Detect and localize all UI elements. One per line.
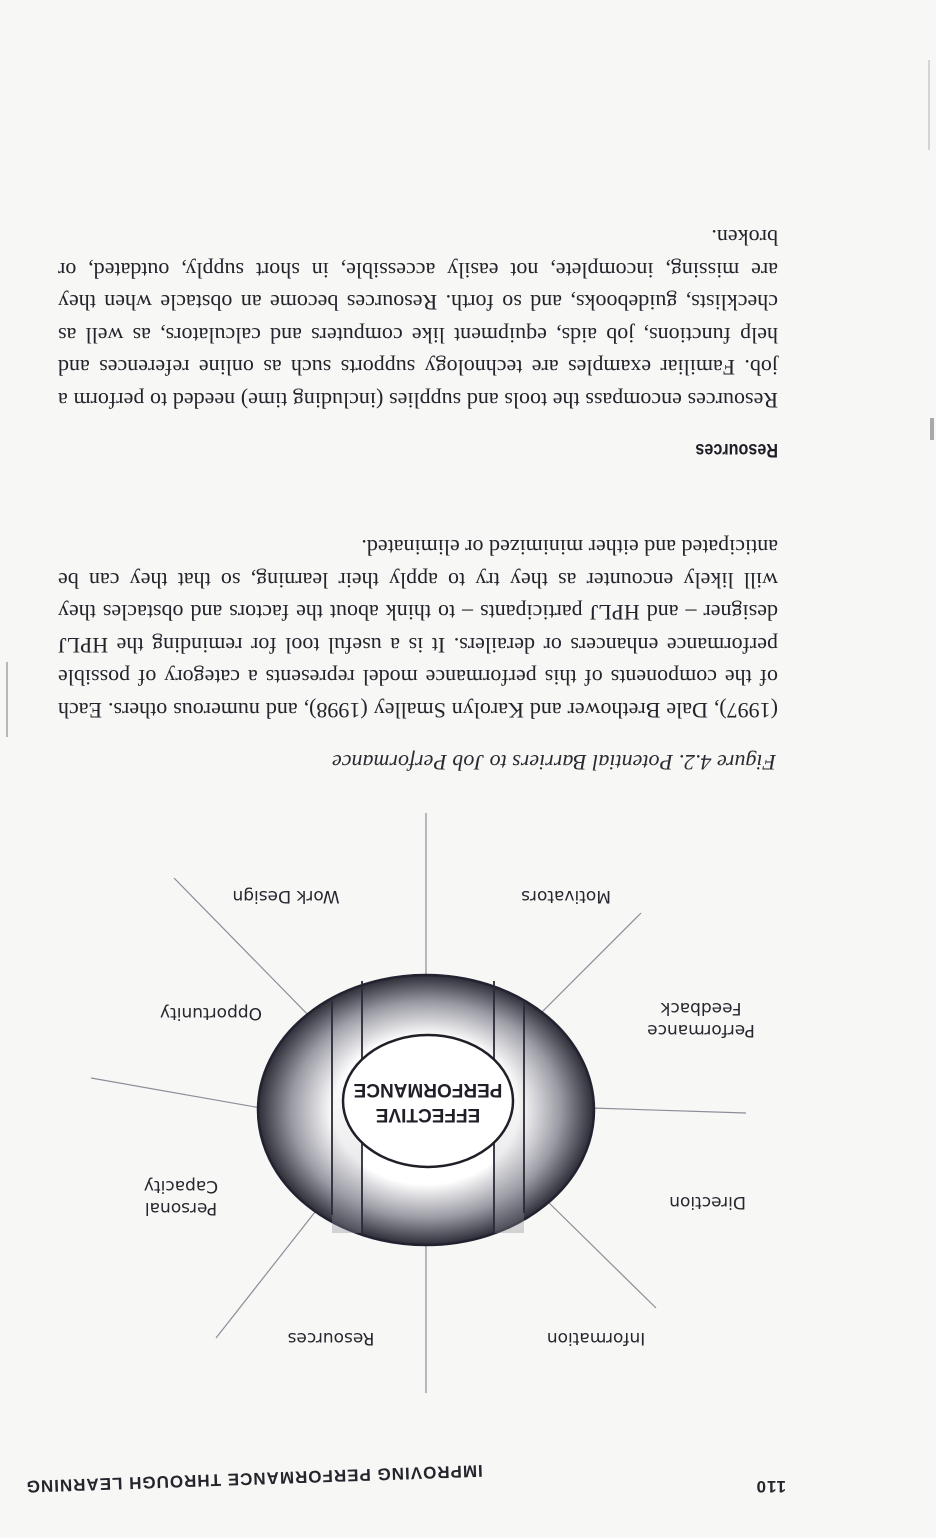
label-performance-feedback (647, 998, 755, 1040)
label-opportunity: Opportunity (159, 1003, 263, 1023)
spoke-bottom-left (536, 913, 641, 1018)
label-information: Information (546, 1328, 646, 1348)
center-label-line1: EFFECTIVE (375, 1104, 481, 1125)
personal-capacity-line2: Capacity (143, 1176, 219, 1196)
figure-caption: Figure 4.2. Potential Barriers to Job Performance (331, 750, 776, 775)
label-resources: Resources (287, 1328, 375, 1348)
personal-capacity-line1: Personal (144, 1198, 218, 1218)
section-heading-resources: Resources (695, 439, 778, 460)
spoke-top-left (541, 1195, 656, 1308)
body-paragraph-1: (1997), Dale Brethower and Karolyn Smalley (1998), and numerous others. Each of the components of this performance model represents a category of possible performance enhancers or derailers. It is a useful tool for reminding the HPLJ designer – and HPLJ participants – to think about the factors and obstacles they will likely encounter as they try to apply their learning, so that they can be anticipated and either minimized or eliminated. (58, 535, 778, 723)
label-motivators: Motivators (521, 886, 611, 906)
label-work-design: Work Design (232, 886, 340, 906)
performance-feedback-line2: Feedback (660, 998, 742, 1018)
center-label-line2: PERFORMANCE (353, 1079, 503, 1100)
center-ellipse (343, 1035, 513, 1167)
body-paragraph-2: Resources encompass the tools and supplies (including time) needed to perform a job. Familiar examples are technology supports such as online references and help functions, job aids, equipment like computers and calculators, as well as checklists, guidebooks, and so forth. Resources become an obstacle when they are missing, incomplete, not easily accessible, in short supply, outdated, or broken. (58, 225, 778, 413)
label-personal-capacity (144, 1176, 218, 1218)
page-number: 110 (755, 1477, 786, 1496)
spoke-right (91, 1078, 261, 1108)
performance-barriers-diagram (66, 793, 786, 1413)
book-title: IMPROVING PERFORMANCE THROUGH LEARNING (25, 1461, 484, 1496)
spoke-left (591, 1108, 746, 1113)
spoke-top-right (216, 1198, 326, 1338)
label-direction: Direction (669, 1192, 746, 1212)
performance-feedback-line1: Performance (647, 1020, 755, 1040)
